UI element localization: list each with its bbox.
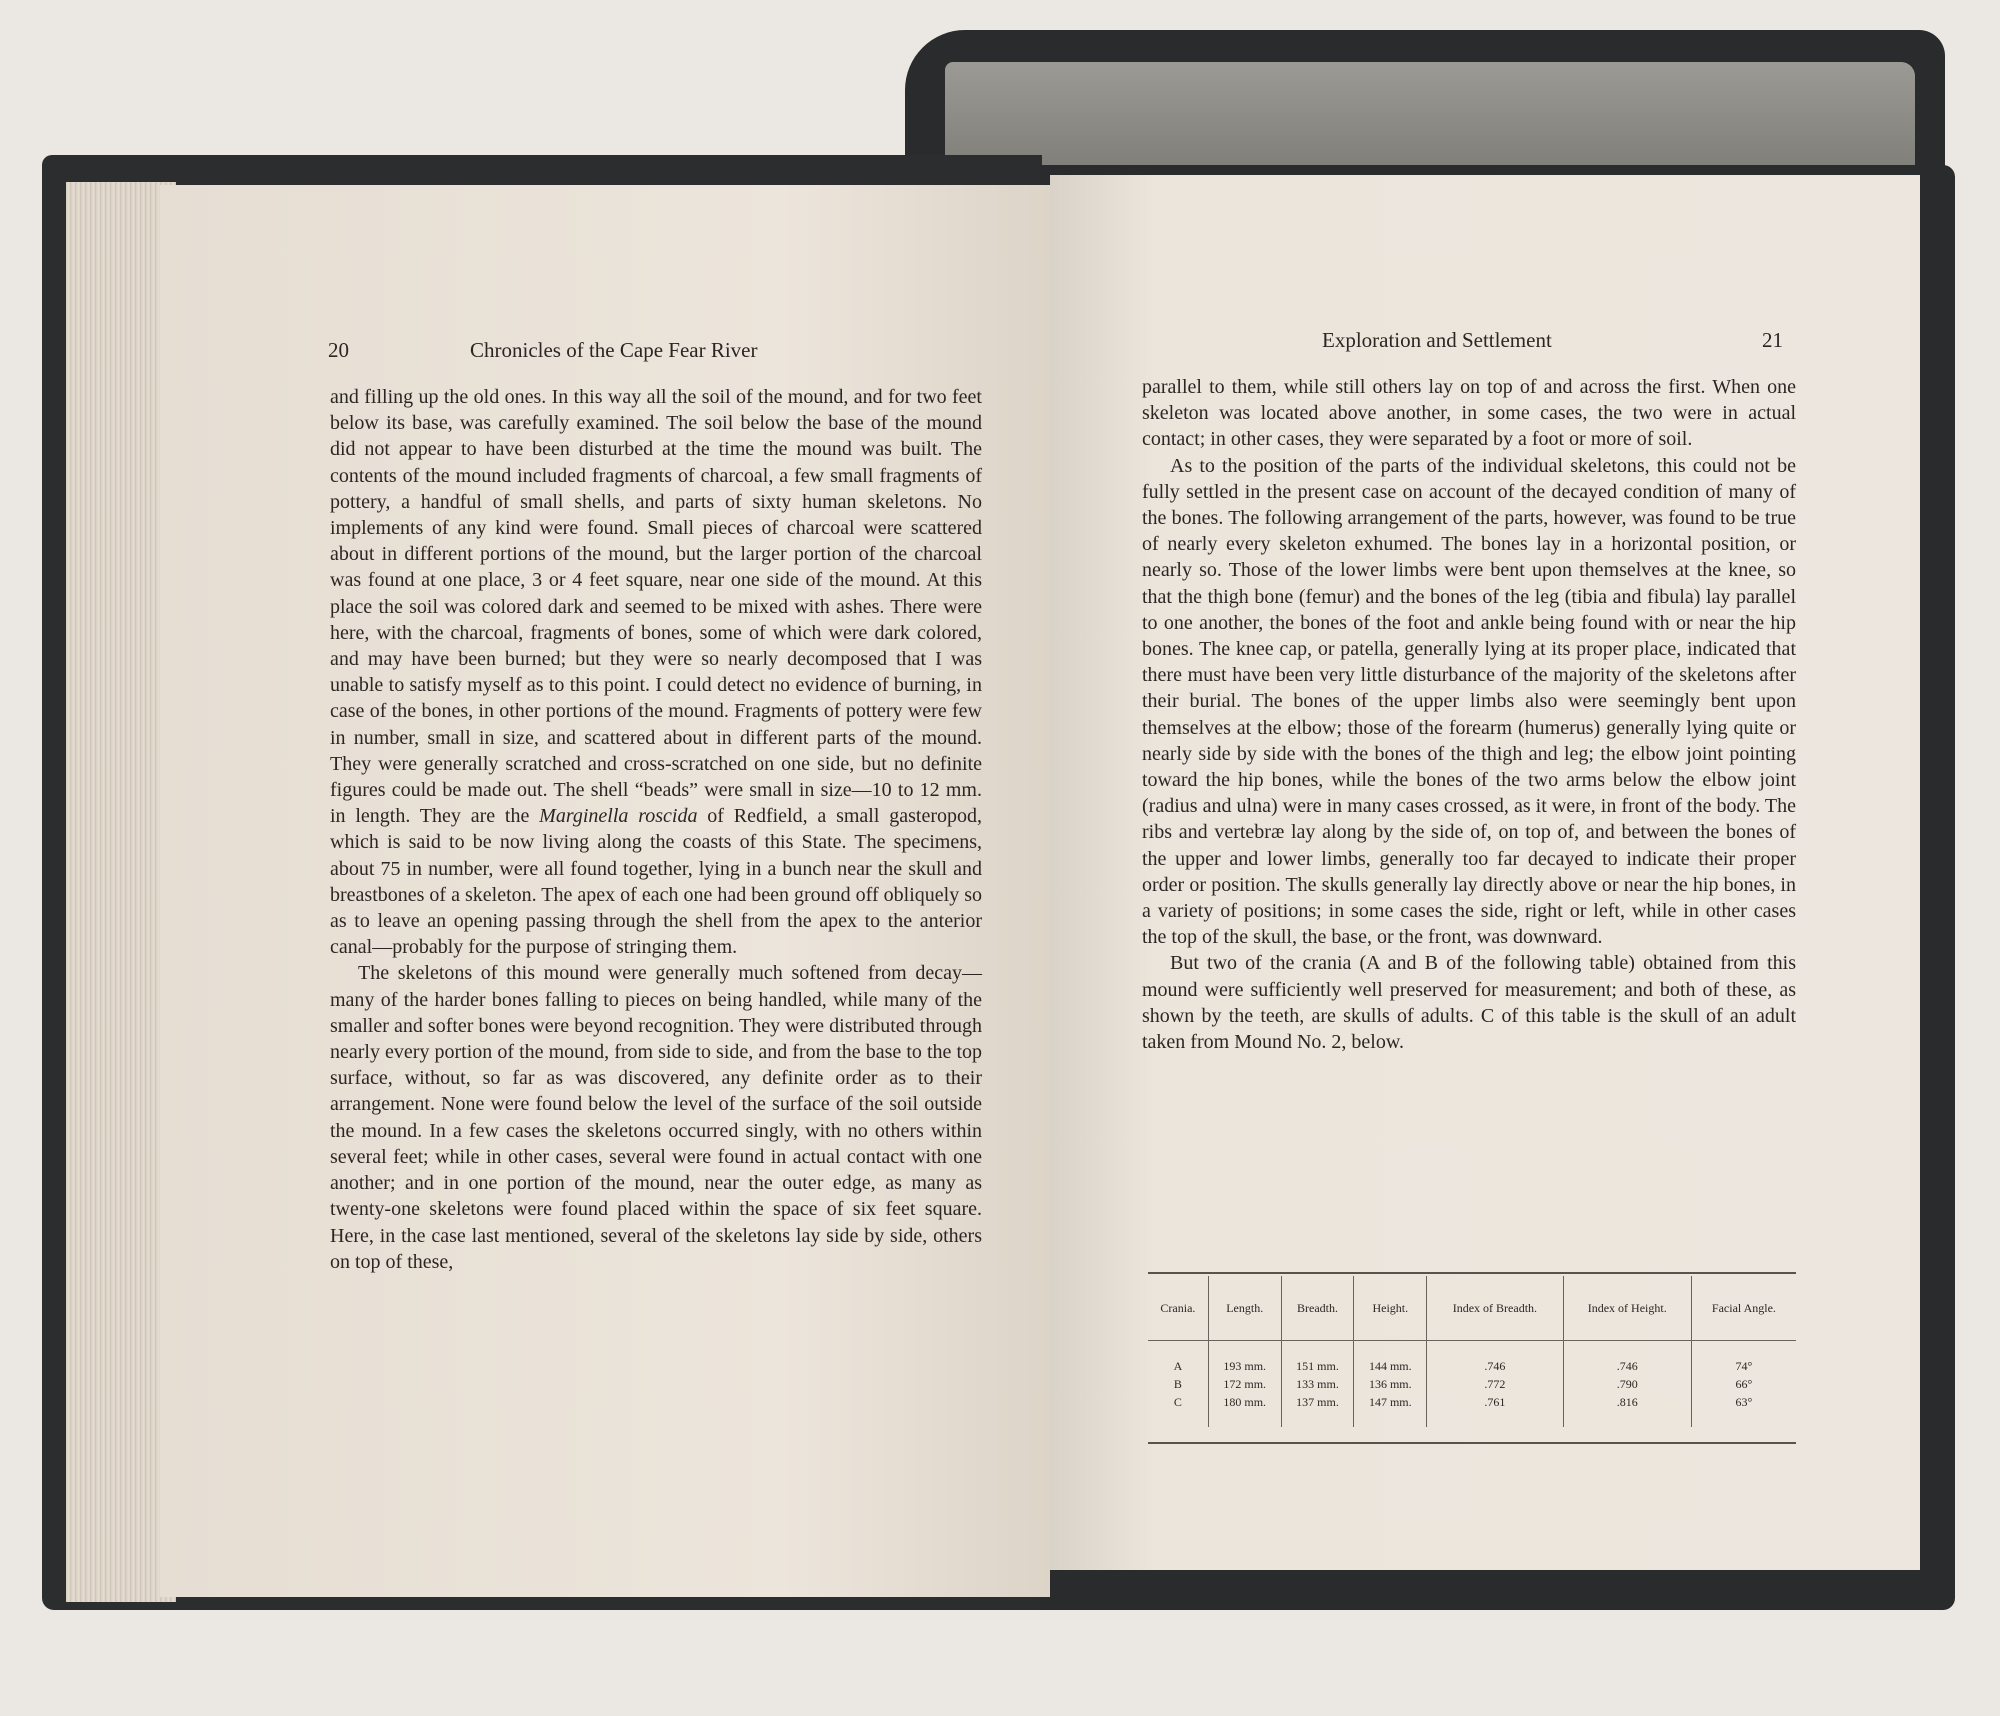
table-cell: 137 mm.: [1296, 1395, 1339, 1409]
page-block-edges: [945, 62, 1915, 172]
table-cell: .772: [1484, 1377, 1506, 1391]
right-page-number: 21: [1762, 328, 1783, 352]
column-header: Crania.: [1148, 1276, 1208, 1341]
table-cell: C: [1173, 1395, 1182, 1409]
table-column-cell: [1691, 1341, 1796, 1428]
table-cell: 63°: [1735, 1395, 1753, 1409]
left_page-paragraph: [330, 384, 982, 960]
table-cell: 147 mm.: [1368, 1395, 1412, 1409]
table-cell: 193 mm.: [1223, 1359, 1267, 1373]
table-cell: .746: [1484, 1359, 1506, 1373]
table-column-cell: [1208, 1341, 1281, 1428]
table-cell: .761: [1484, 1395, 1506, 1409]
column-header: Height.: [1354, 1276, 1427, 1341]
left-page-number: 20: [328, 338, 349, 362]
table-cell: .816: [1616, 1395, 1638, 1409]
table-cell: A: [1173, 1359, 1183, 1373]
body-text: As to the position of the parts of the individual skeletons, this could not be fully settled in the present case on account of the decayed condition of many of the bones. The following arrangement of the parts, however, was found to be true of nearly every skeleton exhumed. The bones lay in a horizontal position, or nearly so. Those of the lower limbs were bent upon themselves at the knee, so that the thigh bone (femur) and the bones of the leg (tibia and fibula) lay parallel to one another, the bones of the foot and ankle being found with or near the hip bones. The knee cap, or patella, generally lying at its proper place, indicated that there must have been very little disturbance of the majority of the skeletons after their burial. The bones of the upper limbs also were seemingly bent upon themselves at the elbow; those of the forearm (humerus) generally lying quite or nearly side by side with the bones of the thigh and leg; the elbow joint pointing toward the hip bones, while the bones of the two arms below the elbow joint (radius and ulna) were in many cases crossed, as it were, in front of the body. The ribs and vertebræ lay along by the side of, on top of, and between the bones of the upper and lower limbs, generally too far decayed to indicate their proper order or position. The skulls generally lay directly above or near the hip bones, in a variety of positions; in some cases the side, right or left, while in other cases the top of the skull, the base, or the front, was downward.: [1142, 454, 1796, 949]
table-bottom-rule: [1148, 1442, 1796, 1444]
right-body-text: [1142, 374, 1796, 1055]
table-row: [1148, 1341, 1796, 1428]
body-text: parallel to them, while still others lay on top of and across the first. When one skeleton was located above another, in some cases, the two were in actual contact; in other cases, they were separated by a foot or more of soil.: [1142, 376, 1796, 451]
table-cell: 180 mm.: [1223, 1395, 1267, 1409]
table-column-cell: [1563, 1341, 1691, 1428]
table-cell: B: [1173, 1377, 1182, 1391]
table-cell: 74°: [1735, 1359, 1753, 1373]
column-header: Index of Breadth.: [1427, 1276, 1563, 1341]
left-body-text: [330, 384, 982, 1275]
italic-text: Marginella roscida: [539, 805, 698, 828]
table-cell: .746: [1616, 1359, 1638, 1373]
table-cell: 151 mm.: [1296, 1359, 1339, 1373]
body-text: But two of the crania (A and B of the following table) obtained from this mound were sufficiently well preserved for measurement; and both of these, as shown by the teeth, are skulls of adults. C of this table is the skull of an adult taken from Mound No. 2, below.: [1142, 952, 1796, 1054]
right_page-paragraph: [1142, 374, 1796, 453]
crania-table: [1148, 1276, 1796, 1427]
right_page-paragraph: [1142, 950, 1796, 1055]
table-column-cell: [1427, 1341, 1563, 1428]
body-text: and filling up the old ones. In this way all the soil of the mound, and for two feet below its base, was carefully examined. The soil below the base of the mound did not appear to have been disturbed at the time the mound was built. The contents of the mound included fragments of charcoal, a few small fragments of pottery, a handful of small shells, and parts of sixty human skeletons. No implements of any kind were found. Small pieces of charcoal were scattered about in different portions of the mound, but the larger portion of the charcoal was found at one place, 3 or 4 feet square, near one side of the mound. At this place the soil was colored dark and seemed to be mixed with ashes. There were here, with the charcoal, fragments of bones, some of which were dark colored, and may have been burned; but they were so nearly decomposed that I was unable to satisfy myself as to this point. I could detect no evidence of burning, in case of the bones, in other portions of the mound. Fragments of pottery were few in number, small in size, and scattered about in different parts of the mound. They were generally scratched and cross-scratched on one side, but no definite figures could be made out. The shell “beads” were small in size—10 to 12 mm. in length. They are the: [330, 386, 982, 828]
table-cell: 172 mm.: [1223, 1377, 1267, 1391]
table-column-cell: [1148, 1341, 1208, 1428]
column-header: Facial Angle.: [1691, 1276, 1796, 1341]
table-cell: 66°: [1735, 1377, 1753, 1391]
table-cell: 133 mm.: [1296, 1377, 1339, 1391]
table-cell: 136 mm.: [1368, 1377, 1412, 1391]
table-cell: 144 mm.: [1368, 1359, 1412, 1373]
left-running-title: Chronicles of the Cape Fear River: [470, 338, 758, 362]
table-column-cell: [1281, 1341, 1354, 1428]
table-header-row: [1148, 1276, 1796, 1341]
right-running-title: Exploration and Settlement: [1322, 328, 1552, 352]
right_page-paragraph: [1142, 453, 1796, 951]
column-header: Index of Height.: [1563, 1276, 1691, 1341]
table-cell: .790: [1616, 1377, 1638, 1391]
column-header: Breadth.: [1281, 1276, 1354, 1341]
column-header: Length.: [1208, 1276, 1281, 1341]
body-text: The skeletons of this mound were generally much softened from decay—many of the harder bones falling to pieces on being handled, while many of the smaller and softer bones were beyond recognition. They were distributed through nearly every portion of the mound, from side to side, and from the base to the top surface, without, so far as was discovered, any definite order as to their arrangement. None were found below the level of the surface of the soil outside the mound. In a few cases the skeletons occurred singly, with no others within several feet; while in other cases, several were found in actual contact with one another; and in one portion of the mound, near the outer edge, as many as twenty-one skeletons were found placed within the space of six feet square. Here, in the case last mentioned, several of the skeletons lay side by side, others on top of these,: [330, 962, 982, 1273]
table-column-cell: [1354, 1341, 1427, 1428]
body-text: of Redfield, a small gasteropod, which is said to be now living along the coasts of this State. The specimens, about 75 in number, were all found together, lying in a bunch near the skull and breastbones of a skeleton. The apex of each one had been ground off obliquely so as to leave an opening passing through the shell from the apex to the anterior canal—probably for the purpose of stringing them.: [330, 805, 982, 959]
left_page-paragraph: [330, 960, 982, 1274]
table-top-rule: [1148, 1272, 1796, 1274]
